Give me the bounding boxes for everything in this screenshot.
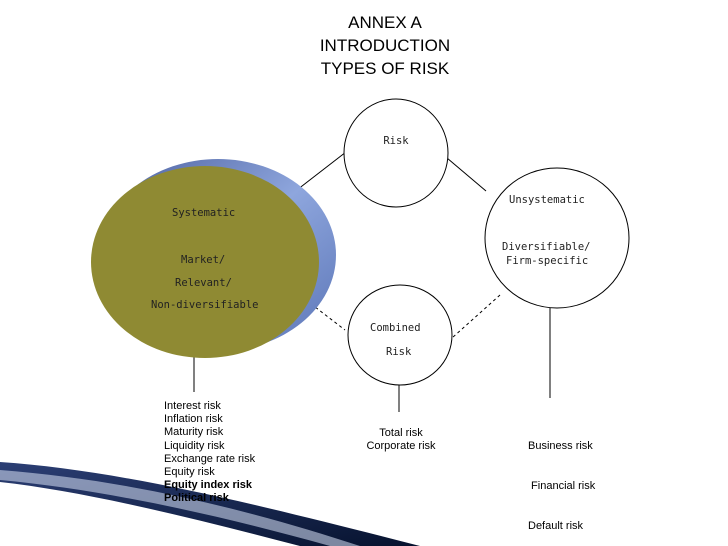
unsystematic-firm-specific: Firm-specific [506, 255, 589, 267]
unsystematic-title: Unsystematic [509, 194, 585, 206]
unsystematic-risk-list [528, 414, 595, 546]
title-introduction: INTRODUCTION [319, 36, 451, 55]
list-item: Business risk [528, 440, 593, 453]
unsystematic-diversifiable: Diversifiable/ [502, 241, 591, 253]
list-item: Total risk [379, 427, 423, 439]
systematic-market: Market/ [181, 254, 226, 266]
list-item: Political risk [164, 492, 229, 505]
title-types-of-risk: TYPES OF RISK [320, 59, 450, 78]
combined-title: Combined [370, 322, 421, 334]
list-item: Exchange rate risk [164, 452, 256, 465]
risk-node-label: Risk [383, 135, 409, 147]
connector-risk-unsystematic [447, 158, 486, 191]
list-item: Liquidity risk [164, 439, 225, 452]
title-annex: ANNEX A [348, 13, 422, 32]
list-item: Equity index risk [164, 479, 253, 492]
systematic-title: Systematic [172, 207, 236, 219]
systematic-non-diversifiable: Non-diversifiable [151, 299, 259, 311]
unsystematic-circle [485, 168, 629, 308]
list-item: Default risk [528, 519, 584, 532]
list-item: Equity risk [164, 466, 215, 479]
combined-risk-list [358, 427, 444, 453]
connector-unsystematic-combined [452, 295, 500, 338]
list-item: Maturity risk [164, 426, 224, 439]
risk-circle [344, 99, 448, 207]
list-item: Financial risk [528, 480, 596, 493]
systematic-risk-list [164, 400, 255, 506]
systematic-relevant: Relevant/ [175, 277, 232, 289]
list-item: Inflation risk [164, 413, 223, 426]
combined-circle [348, 285, 452, 385]
combined-risk: Risk [386, 346, 412, 358]
list-item: Interest risk [164, 400, 221, 412]
list-item: Corporate risk [366, 440, 436, 453]
